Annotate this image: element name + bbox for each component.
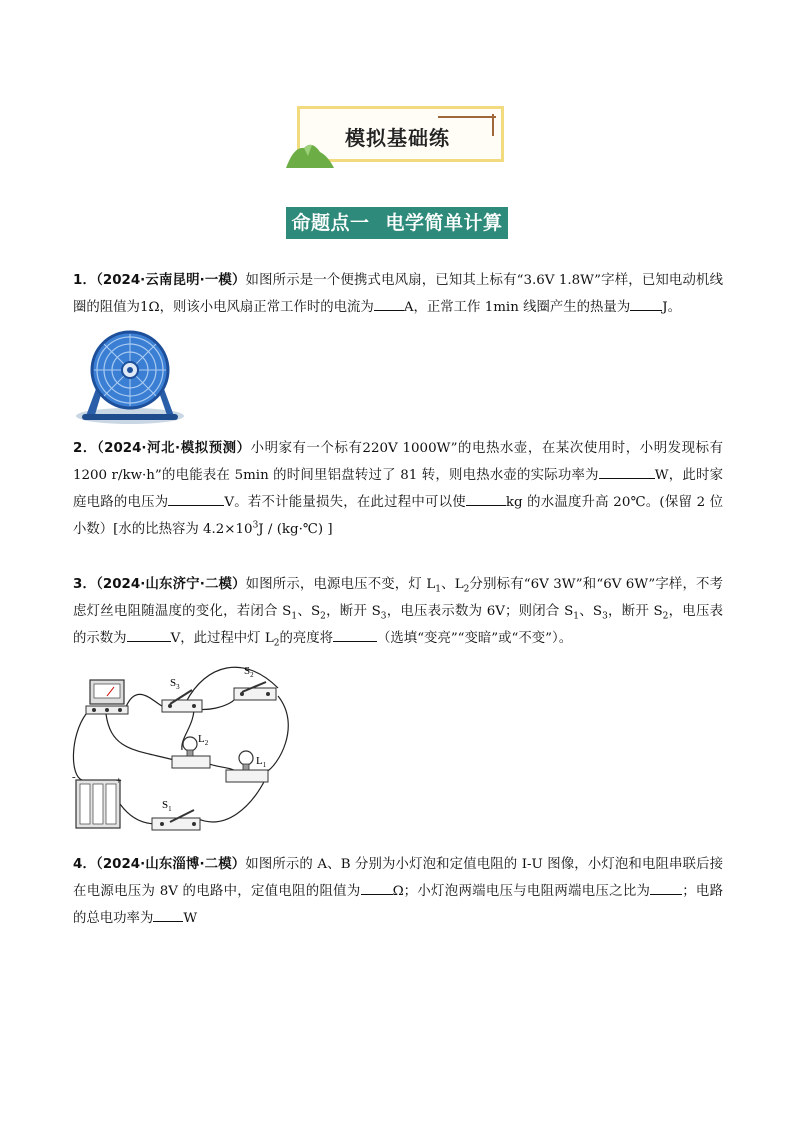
question-text: V。若不计能量损失，在此过程中可以使 — [224, 495, 466, 510]
battery — [76, 780, 120, 828]
question-text: W — [183, 911, 198, 926]
battery-minus-label: - — [72, 771, 76, 783]
subscript: 1 — [573, 611, 579, 622]
question-source: （2024·云南昆明·一模） — [96, 273, 246, 288]
question-text: kg 的水温度升高 20℃。(保留 2 位小数）[水的比热容为 4.2×10 — [73, 495, 724, 537]
label-l2: $L_2$ — [198, 733, 209, 747]
voltmeter — [86, 680, 128, 714]
question-text: 如图所示的 A、B 分别为小灯泡和定值电阻的 I-U 图像，小灯泡和电阻串联后接在电源电压为 8V 的电路中，定值电阻的阻值为 — [73, 857, 723, 899]
switch-s1 — [152, 810, 200, 830]
answer-blank[interactable] — [650, 880, 682, 895]
label-s1: $S_1$ — [162, 799, 172, 813]
electric-fan-image — [72, 330, 190, 426]
label-s2: $S_2$ — [244, 665, 254, 679]
subscript: 1 — [435, 584, 441, 595]
answer-blank[interactable] — [127, 627, 171, 642]
question-text: 如图所示，电源电压不变，灯 L — [245, 577, 436, 592]
question-text: 分别标有“6V 3W”和“6V 6W”字样，不考虑灯丝电阻随温度的变化，若闭合 S — [73, 577, 723, 619]
superscript: 3 — [252, 520, 259, 531]
answer-blank[interactable] — [168, 491, 224, 506]
question-number: 2． — [73, 441, 97, 456]
question-text: 、S — [297, 604, 321, 619]
answer-blank[interactable] — [153, 907, 183, 922]
switch-s2 — [234, 682, 276, 700]
question-number: 4． — [73, 857, 96, 872]
banner-title: 模拟基础练 — [345, 126, 450, 150]
subscript: 3 — [380, 611, 387, 622]
question-text: 如图所示是一个便携式电风扇，已知其上标有“3.6V 1.8W”字样，已知电动机线圈的阻值为1Ω，则该小电风扇正常工作时的电流为 — [73, 273, 723, 315]
banner-decoration-tick — [492, 114, 494, 136]
switch-s3 — [162, 690, 202, 712]
question-3 — [73, 571, 723, 652]
question-text: 小明家有一个标有220V 1000W”的电热水壶，在某次使用时，小明发现标有1200 r/kw·h”的电能表在 5min 的时间里铝盘转过了 81 转，则电热水壶的实际功率为 — [73, 441, 723, 483]
answer-blank[interactable] — [599, 464, 655, 479]
answer-blank[interactable] — [361, 880, 393, 895]
question-number: 1． — [73, 273, 97, 288]
section-heading — [286, 207, 508, 239]
question-text: ，断开 S — [325, 604, 381, 619]
question-text: W，此时家庭电路的电压为 — [73, 468, 723, 510]
question-text: A，正常工作 1min 线圈产生的热量为 — [403, 300, 631, 315]
question-text: ，电压表的示数为 — [73, 604, 723, 646]
circuit-diagram — [66, 656, 302, 836]
question-source: （2024·山东济宁·二模） — [96, 577, 246, 592]
question-text: Ω；小灯泡两端电压与电阻两端电压之比为 — [392, 884, 651, 899]
subscript: 2 — [662, 611, 669, 622]
answer-blank[interactable] — [466, 491, 506, 506]
question-text: （选填“变亮”“变暗”或“不变”）。 — [377, 631, 573, 646]
question-text: J。 — [662, 300, 681, 315]
question-4 — [73, 851, 723, 932]
question-number: 3． — [73, 577, 97, 592]
question-text: ，电压表示数为 6V；则闭合 S — [386, 604, 574, 619]
question-1 — [73, 267, 723, 321]
question-text: 、S — [578, 604, 603, 619]
answer-blank[interactable] — [630, 296, 662, 311]
subscript: 1 — [291, 611, 298, 622]
question-text: ；电路的总电功率为 — [73, 884, 724, 926]
answer-blank[interactable] — [333, 627, 377, 642]
question-text: 、L — [441, 577, 464, 592]
answer-blank[interactable] — [374, 296, 404, 311]
section-title: 电学简单计算 — [385, 212, 503, 234]
banner-decoration-line — [438, 116, 496, 118]
label-s3: $S_3$ — [170, 677, 180, 691]
subscript: 2 — [273, 638, 280, 649]
question-source: （2024·河北·模拟预测） — [96, 441, 251, 456]
subscript: 2 — [463, 584, 470, 595]
question-text: 的亮度将 — [279, 631, 334, 646]
subscript: 2 — [320, 611, 326, 622]
question-text: J / (kg·℃) ] — [258, 522, 333, 537]
question-2 — [73, 435, 723, 543]
question-source: （2024·山东淄博·二模） — [96, 857, 246, 872]
question-text: V，此过程中灯 L — [170, 631, 274, 646]
battery-plus-label: + — [116, 776, 122, 787]
label-l1: $L_1$ — [256, 755, 267, 769]
section-prefix: 命题点一 — [291, 212, 370, 234]
subscript: 3 — [602, 611, 608, 622]
question-text: ，断开 S — [607, 604, 663, 619]
mountain-icon — [284, 136, 336, 170]
